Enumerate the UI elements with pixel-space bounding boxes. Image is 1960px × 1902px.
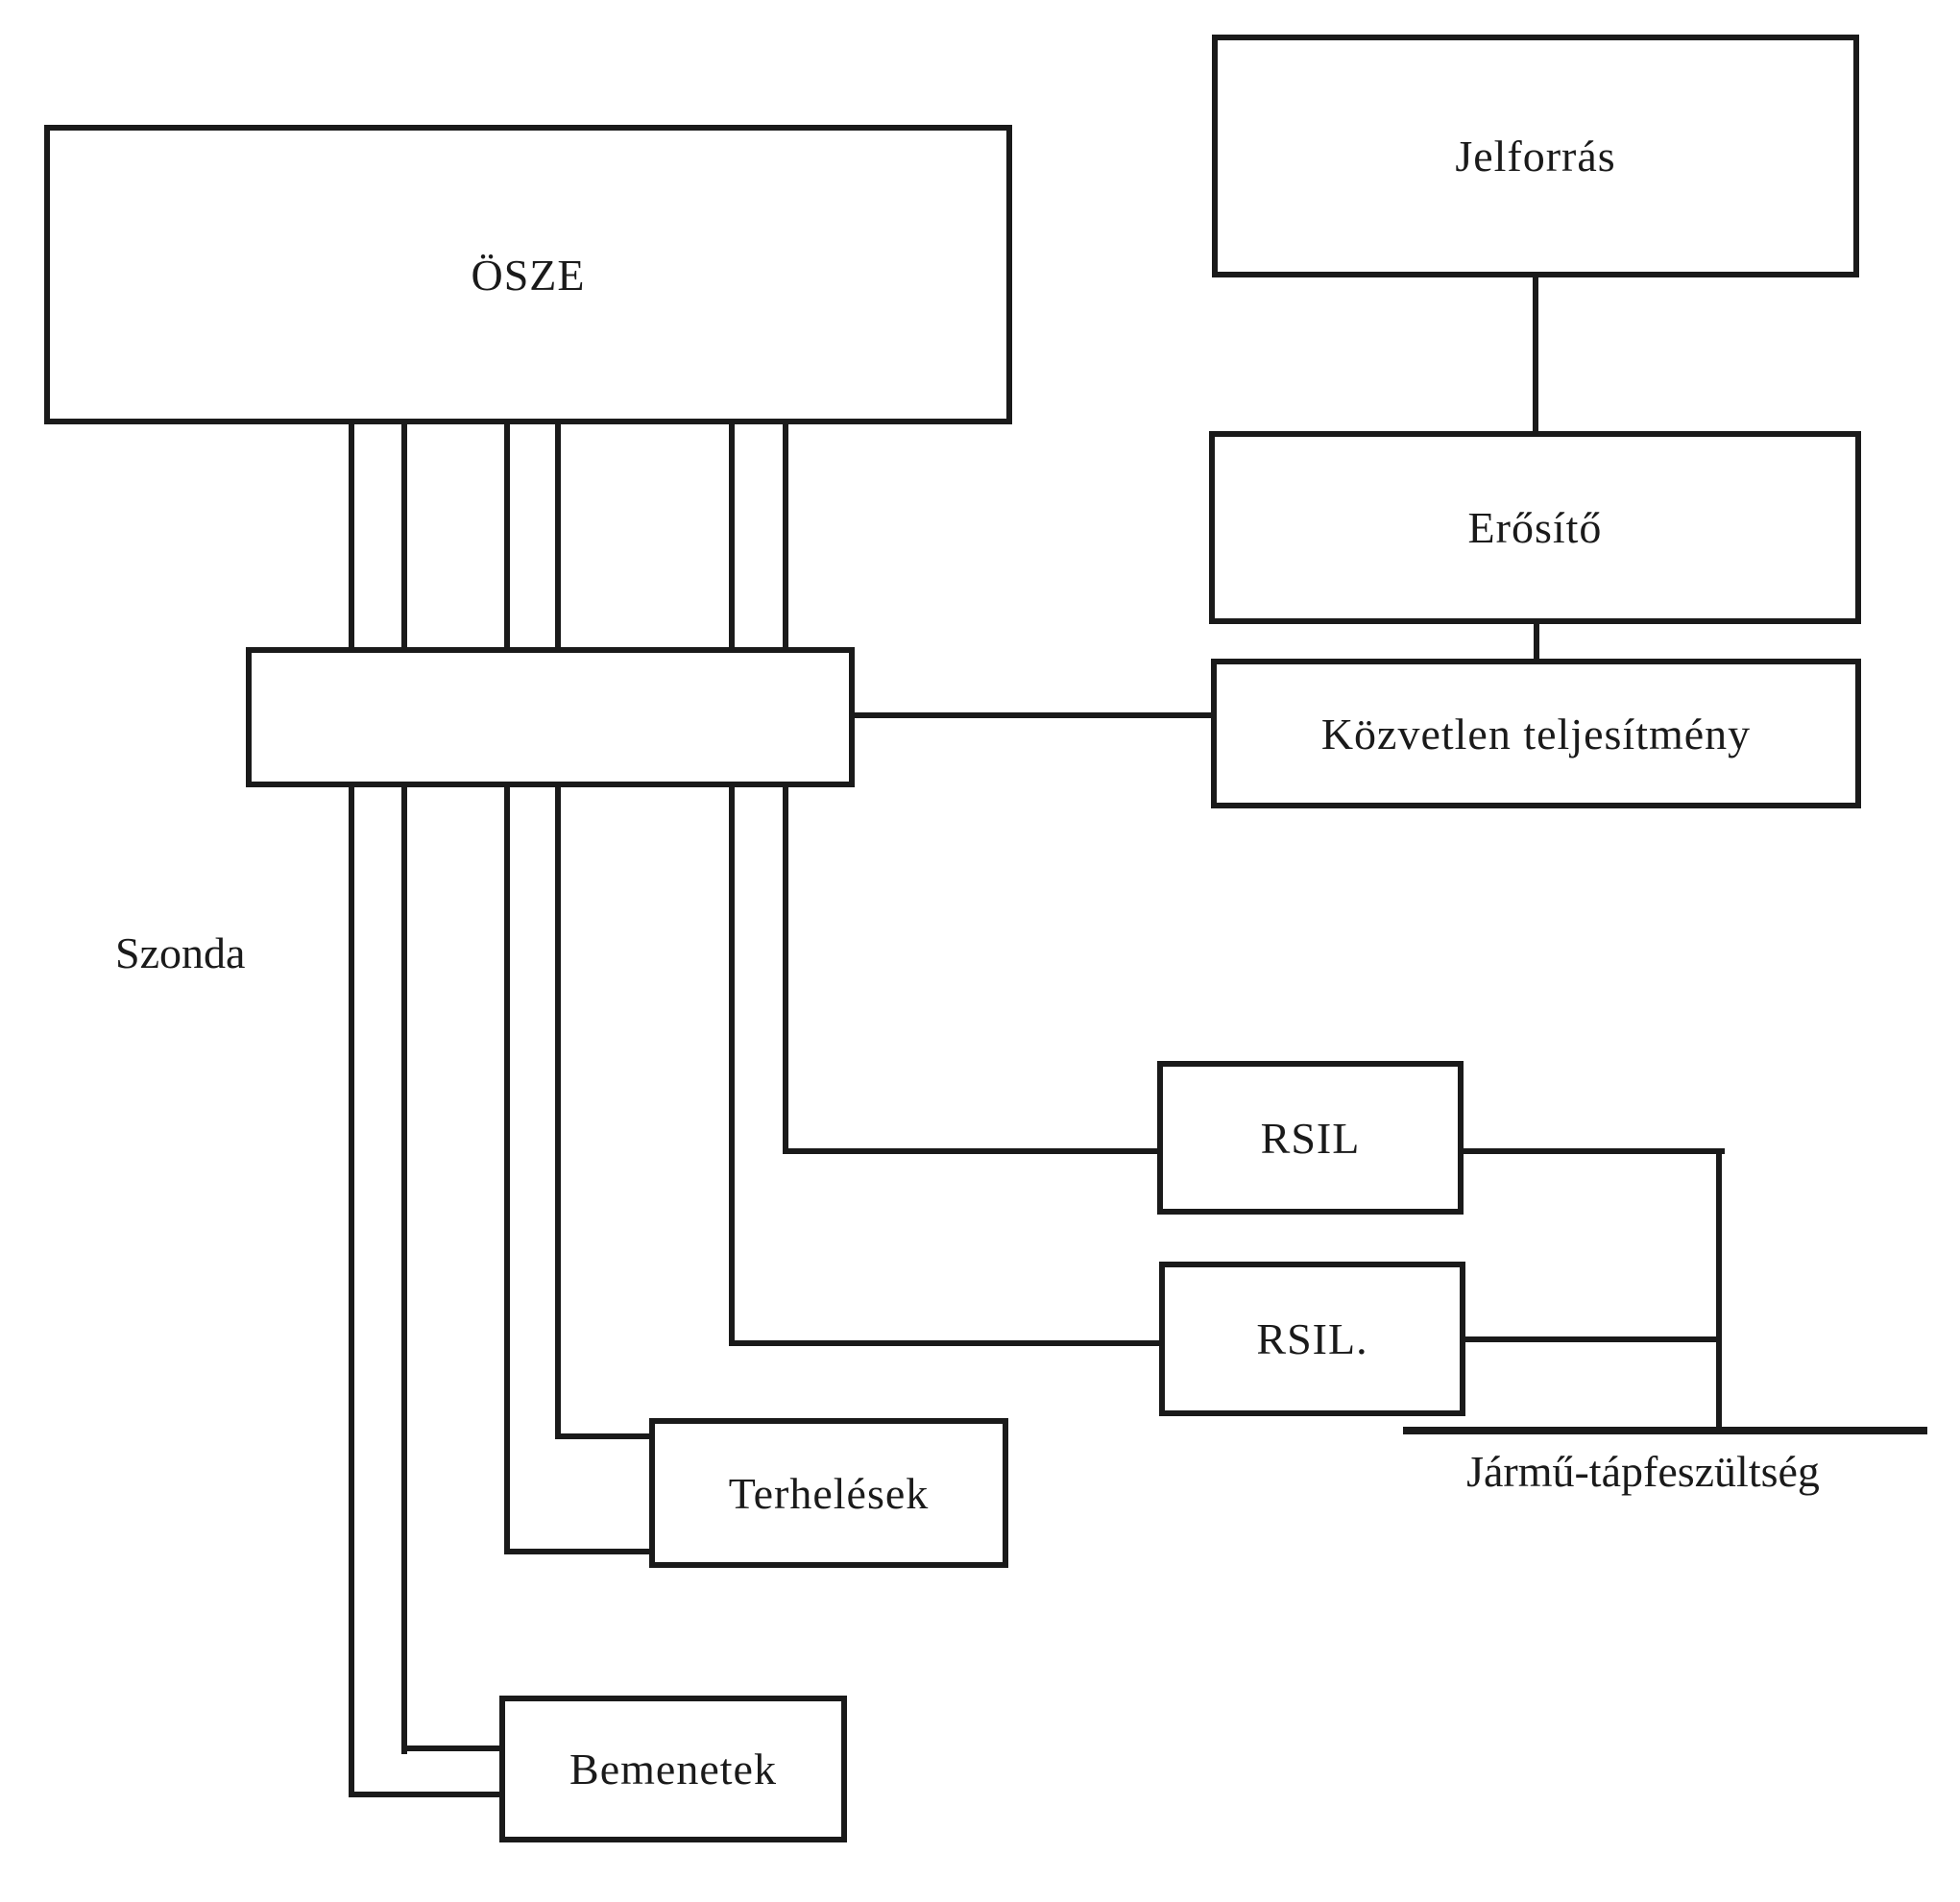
node-rsil-2-label: RSIL. <box>1256 1314 1368 1363</box>
wire-bus-bemenetek-2-v <box>401 783 407 1754</box>
node-rsil-2 <box>1159 1262 1465 1416</box>
wire-osze-bus-4 <box>555 422 561 651</box>
connector-erosito-kozvetlen <box>1534 620 1539 662</box>
connector-jelforras-erosito <box>1533 275 1538 434</box>
wire-bus-rsil-2-h <box>729 1340 1165 1346</box>
node-osze-label: ÖSZE <box>471 250 586 300</box>
wire-bus-terhelesek-2-h <box>555 1433 655 1439</box>
wire-rsil-supply-v <box>1716 1148 1722 1433</box>
node-kozvetlen-teljesitmeny <box>1211 659 1861 808</box>
wire-bus-terhelesek-1-h <box>504 1549 655 1554</box>
wire-bus-bemenetek-1-v <box>349 783 354 1797</box>
wire-bus-bemenetek-2-h <box>401 1746 505 1751</box>
wire-bus-bemenetek-1-h <box>349 1792 505 1797</box>
node-terhelesek <box>649 1418 1008 1568</box>
wire-osze-bus-3 <box>504 422 510 651</box>
node-bus-bar <box>246 647 855 787</box>
wire-osze-bus-6 <box>783 422 788 651</box>
node-kozvetlen-teljesitmeny-label: Közvetlen teljesítmény <box>1320 709 1752 758</box>
node-rsil-1 <box>1157 1061 1464 1215</box>
jarmu-tapfeszultseg-label: Jármű-tápfeszültség <box>1466 1447 1820 1496</box>
node-terhelesek-label: Terhelések <box>728 1468 930 1518</box>
wire-bus-rsil-1-h <box>783 1148 1163 1154</box>
wire-bus-rsil-2-v <box>729 783 735 1346</box>
wire-bus-terhelesek-1-v <box>504 783 510 1554</box>
wire-rsil-1-supply-h <box>1458 1148 1725 1154</box>
connector-bus-kozvetlen <box>851 712 1215 718</box>
wire-rsil-2-supply-h <box>1460 1336 1722 1342</box>
wire-osze-bus-1 <box>349 422 354 651</box>
node-erosito <box>1209 431 1861 624</box>
node-erosito-label: Erősítő <box>1467 503 1603 552</box>
node-osze <box>44 125 1012 424</box>
wire-osze-bus-2 <box>401 422 407 651</box>
wire-bus-rsil-1-v <box>783 783 788 1154</box>
supply-rail-line <box>1403 1427 1927 1434</box>
szonda-label: Szonda <box>115 928 246 977</box>
node-jelforras <box>1212 35 1859 277</box>
wire-bus-terhelesek-2-v <box>555 783 561 1439</box>
node-bemenetek <box>499 1696 847 1842</box>
node-bemenetek-label: Bemenetek <box>569 1745 777 1794</box>
node-rsil-1-label: RSIL <box>1260 1113 1361 1163</box>
wire-osze-bus-5 <box>729 422 735 651</box>
node-jelforras-label: Jelforrás <box>1455 132 1616 181</box>
